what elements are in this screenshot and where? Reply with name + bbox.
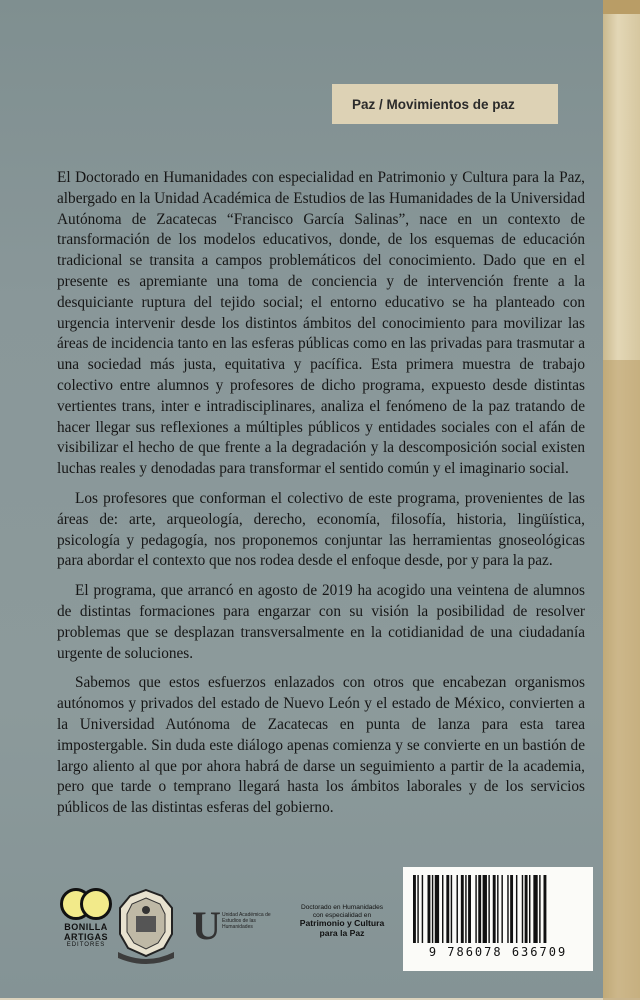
category-text: Paz / Movimientos de paz bbox=[352, 96, 515, 112]
doctorado-line-3: Patrimonio y Cultura bbox=[299, 918, 385, 929]
bonilla-sub: EDITORES bbox=[66, 942, 106, 948]
doctorado-line-2: con especialidad en bbox=[312, 911, 372, 919]
bonilla-name-2: ARTIGAS bbox=[64, 932, 108, 942]
doctorado-line-4: para la Paz bbox=[319, 927, 365, 938]
synopsis-paragraph-1: El Doctorado en Humanidades con especialidad en Patrimonio y Cultura para la Paz, albergado en la Unidad Académica de Estudios de las Humanidades de la Universidad Autónoma de Zacatecas “Francisco García Salinas”, nace en un contexto de transformación de los modelos educativos, donde, de los esquemas de educación tradicional se transita a campos problemáticos del conocimiento. Dado que en el presente es apremiante una toma de conciencia y de intervención frente a la desquiciante ruptura del tejido social; el entorno educativo se ha planteado con urgencia intervenir desde los distintos ámbitos del conocimiento para movilizar las áreas de incidencia tanto en las esferas públicas como en las privadas para trasmutar a una sociedad más justa, equitativa y pacífica. Esta primera muestra de trabajo colectivo entre alumnos y profesores de dicho programa, expuesto desde distintas vertientes trans, inter e intradisciplinares, analiza el fenómeno de la paz tratando de hacer llegar sus reflexiones a múltiples públicos y entidades sociales con el afán de visibilizar el hecho de que frente a la degradación y la descomposición social existen luchas reales y denodadas para transformar el sentido común y el imaginario social. bbox=[57, 169, 585, 478]
isbn-barcode bbox=[403, 867, 593, 971]
doctorado-logo bbox=[282, 904, 402, 938]
isbn-number: 9 786078 636709 bbox=[428, 945, 568, 959]
synopsis-paragraph-4: Sabemos que estos esfuerzos enlazados con otros que encabezan organismos autónomos y privados del estado de Nuevo León y el estado de México, convierten a la Universidad Autónoma de Zacatecas en punta de lanza para esta tarea impostergable. Sin duda este diálogo apenas comienza y se convierte en un bastión de largo aliento al que por ahora habrá de darse un seguimiento a partir de la academia, pero que tarde o temprano llegará hasta los ámbitos laborales y de los servicios públicos de las distintas esferas del gobierno. bbox=[57, 674, 585, 817]
uaz-letter: U bbox=[192, 903, 221, 948]
uaz-unit-logo bbox=[192, 904, 282, 954]
barcode-bars-icon bbox=[413, 875, 583, 943]
category-label bbox=[332, 84, 558, 124]
bonilla-circles-icon bbox=[60, 888, 112, 922]
book-spine-edge bbox=[603, 0, 640, 998]
university-seal-icon bbox=[110, 886, 182, 966]
synopsis-paragraph-3: El programa, que arrancó en agosto de 2019 ha acogido una veintena de alumnos de distintas formaciones para engarzar con su visión la posibilidad de resolver problemas que se desplazan transversalmente en la cotidianidad de una ciudadanía urgente de soluciones. bbox=[57, 582, 585, 662]
doctorado-line-1: Doctorado en Humanidades bbox=[300, 904, 384, 911]
synopsis-paragraph-2: Los profesores que conforman el colectivo de este programa, provenientes de las áreas de: arte, arqueología, derecho, economía, filosofía, historia, lingüística, psicología y pedagogía, nos proponemos conjuntar las herramientas gnoseológicas para abordar el contexto que nos rodea desde el enfoque desde, por y para la paz. bbox=[57, 489, 585, 570]
publisher-logos bbox=[44, 880, 404, 980]
synopsis-text bbox=[57, 168, 585, 828]
bonilla-name-1: BONILLA bbox=[64, 922, 108, 932]
uaz-small-text: Unidad Académica de Estudios de las Humanidades bbox=[222, 912, 271, 930]
